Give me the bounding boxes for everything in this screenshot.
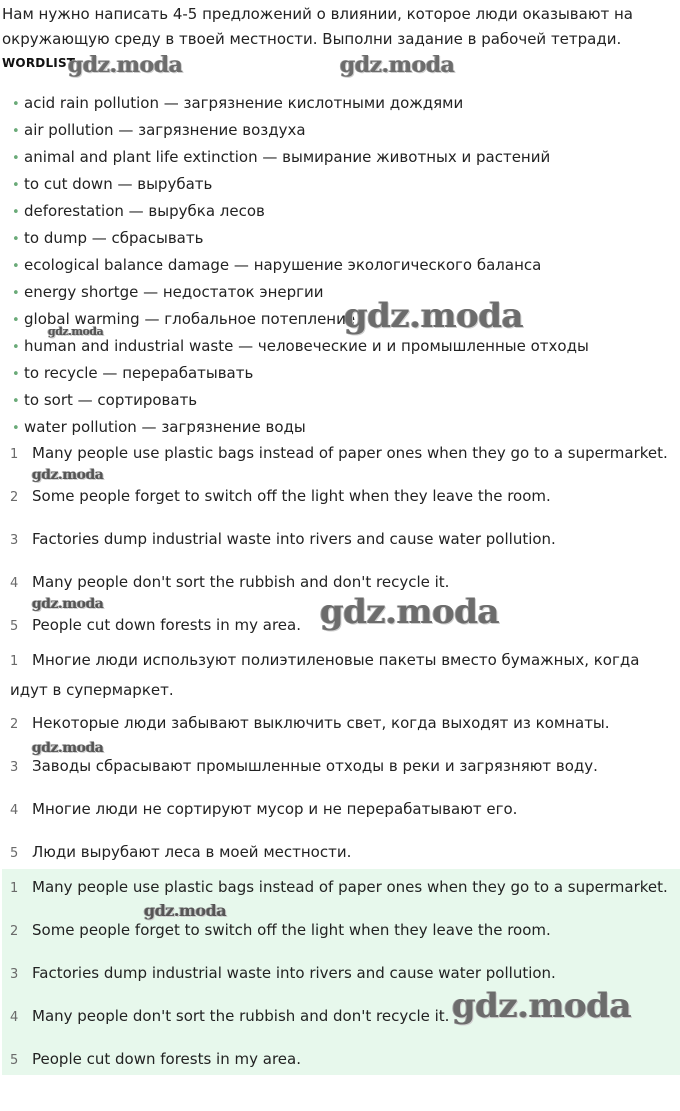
wordlist-item: • to sort — сортировать xyxy=(12,387,197,414)
watermark: gdz.moda xyxy=(344,296,524,336)
watermark: gdz.moda xyxy=(32,740,104,756)
wordlist-item: • human and industrial waste — человеческие и и промышленные отходы xyxy=(12,333,589,360)
watermark: gdz.moda xyxy=(48,325,104,338)
russian-sentence: 5 Люди вырубают леса в моей местности. xyxy=(10,843,352,861)
russian-sentence: 2 Некоторые люди забывают выключить свет, когда выходят из комнаты. xyxy=(10,714,610,732)
answer-sentence: 5 People cut down forests in my area. xyxy=(10,1050,301,1068)
watermark: gdz.moda xyxy=(452,986,632,1026)
wordlist-item: • energy shortge — недостаток энергии xyxy=(12,279,324,306)
english-sentence: 3 Factories dump industrial waste into rivers and cause water pollution. xyxy=(10,530,556,548)
wordlist-item: • acid rain pollution — загрязнение кислотными дождями xyxy=(12,90,463,117)
answer-sentence: 3 Factories dump industrial waste into rivers and cause water pollution. xyxy=(10,964,556,982)
bullet-icon: • xyxy=(12,367,20,382)
english-sentence: 1 Many people use plastic bags instead of paper ones when they go to a supermarket. xyxy=(10,444,668,462)
answer-sentence: 4 Many people don't sort the rubbish and don't recycle it. xyxy=(10,1007,450,1025)
wordlist-item: • to dump — сбрасывать xyxy=(12,225,203,252)
wordlist-item: • water pollution — загрязнение воды xyxy=(12,414,306,441)
wordlist-item: • deforestation — вырубка лесов xyxy=(12,198,265,225)
intro-text: Нам нужно написать 4-5 предложений о влиянии, которое люди оказывают на окружающую среду в твоей местности. Выполни задание в рабочей тетради. xyxy=(2,5,633,48)
bullet-icon: • xyxy=(12,340,20,355)
wordlist-item: • global warming — глобальное потепление xyxy=(12,306,355,333)
wordlist-item: • ecological balance damage — нарушение экологического баланса xyxy=(12,252,541,279)
bullet-icon: • xyxy=(12,205,20,220)
english-sentence: 2 Some people forget to switch off the light when they leave the room. xyxy=(10,487,551,505)
wordlist-item: • to cut down — вырубать xyxy=(12,171,212,198)
bullet-icon: • xyxy=(12,286,20,301)
bullet-icon: • xyxy=(12,124,20,139)
russian-sentence: 3 Заводы сбрасывают промышленные отходы в реки и загрязняют воду. xyxy=(10,757,598,775)
watermark: gdz.moda xyxy=(320,592,500,632)
russian-sentence: 1 Многие люди используют полиэтиленовые пакеты вместо бумажных, когда идут в супермаркет. xyxy=(10,651,640,699)
bullet-icon: • xyxy=(12,394,20,409)
bullet-icon: • xyxy=(12,97,20,112)
answer-sentence: 2 Some people forget to switch off the light when they leave the room. xyxy=(10,921,551,939)
bullet-icon: • xyxy=(12,259,20,274)
watermark: gdz.moda xyxy=(32,467,104,483)
russian-sentence: 4 Многие люди не сортируют мусор и не перерабатывают его. xyxy=(10,800,518,818)
english-sentence: 5 People cut down forests in my area. xyxy=(10,616,301,634)
answer-sentence: 1 Many people use plastic bags instead of paper ones when they go to a supermarket. xyxy=(10,878,668,896)
bullet-icon: • xyxy=(12,421,20,436)
watermark: gdz.moda xyxy=(68,52,183,78)
bullet-icon: • xyxy=(12,313,20,328)
watermark: gdz.moda xyxy=(32,596,104,612)
bullet-icon: • xyxy=(12,151,20,166)
wordlist-item: • air pollution — загрязнение воздуха xyxy=(12,117,306,144)
bullet-icon: • xyxy=(12,232,20,247)
watermark: gdz.moda xyxy=(340,52,455,78)
watermark: gdz.moda xyxy=(144,901,227,920)
wordlist-item: • animal and plant life extinction — вымирание животных и растений xyxy=(12,144,550,171)
bullet-icon: • xyxy=(12,178,20,193)
english-sentence: 4 Many people don't sort the rubbish and don't recycle it. xyxy=(10,573,450,591)
wordlist-heading: WORDLIST xyxy=(2,56,76,70)
wordlist-item: • to recycle — перерабатывать xyxy=(12,360,253,387)
